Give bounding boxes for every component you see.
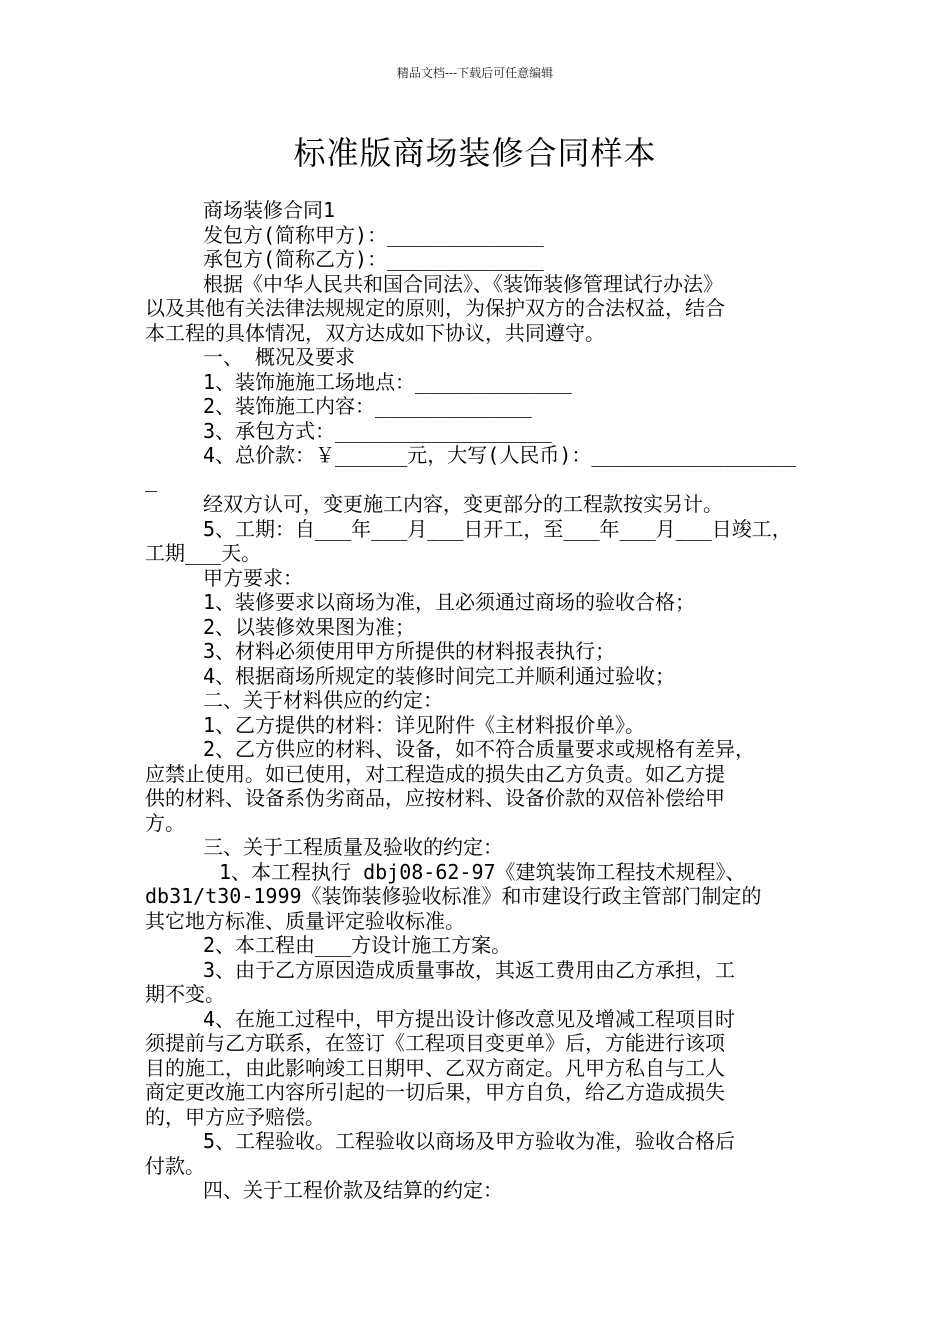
text-line: 1、装饰施施工场地点：_____________: [203, 369, 572, 394]
text-line: 1、乙方提供的材料：详见附件《主材料报价单》。: [203, 712, 646, 737]
text-line: 二、关于材料供应的约定：: [203, 688, 443, 712]
text-line: 工期___天。: [145, 541, 262, 565]
text-line: 3、承包方式：__________________: [203, 418, 552, 443]
text-line: 的，甲方应予赔偿。: [145, 1104, 325, 1129]
text-line: 应禁止使用。如已使用，对工程造成的损失由乙方负责。如乙方提: [145, 761, 725, 786]
text-line: 其它地方标准、质量评定验收标准。: [145, 908, 465, 933]
text-line: 四、关于工程价款及结算的约定：: [203, 1178, 503, 1202]
text-line: 本工程的具体情况，双方达成如下协议，共同遵守。: [145, 320, 605, 345]
text-line: 目的施工，由此影响竣工日期甲、乙双方商定。凡甲方私自与工人: [145, 1055, 725, 1080]
text-line: 须提前与乙方联系，在签订《工程项目变更单》后，方能进行该项: [145, 1031, 725, 1055]
text-line: 2、乙方供应的材料、设备，如不符合质量要求或规格有差异，: [203, 737, 756, 761]
text-line: db31/t30-1999《装饰装修验收标准》和市建设行政主管部门制定的: [145, 884, 762, 908]
text-line: 商定更改施工内容所引起的一切后果，甲方自负，给乙方造成损失: [145, 1080, 725, 1104]
text-line: 三、关于工程质量及验收的约定：: [203, 835, 503, 859]
text-line: 2、本工程由___方设计施工方案。: [203, 933, 512, 957]
text-line: 2、装饰施工内容：_____________: [203, 394, 532, 418]
text-line: 方。: [145, 810, 185, 835]
text-line: 2、以装修效果图为准；: [203, 614, 416, 639]
text-line: 4、在施工过程中，甲方提出设计修改意见及增减工程项目时: [203, 1006, 736, 1031]
text-line: 付款。: [145, 1153, 205, 1178]
text-line: 一、 概况及要求: [203, 345, 356, 369]
text-line: 4、根据商场所规定的装修时间完工并顺利通过验收；: [203, 663, 676, 688]
text-line: 甲方要求：: [203, 565, 303, 590]
text-line: 3、材料必须使用甲方所提供的材料报表执行；: [203, 639, 616, 663]
text-line: 以及其他有关法律法规规定的原则，为保护双方的合法权益，结合: [145, 296, 725, 320]
text-line: 5、工程验收。工程验收以商场及甲方验收为准，验收合格后: [203, 1129, 736, 1153]
text-line: 发包方(简称甲方)：_____________: [203, 222, 544, 247]
text-line: 根据《中华人民共和国合同法》、《装饰装修管理试行办法》: [203, 271, 723, 296]
text-line: 经双方认可，变更施工内容，变更部分的工程款按实另计。: [203, 492, 723, 516]
document-body: [145, 198, 810, 1203]
text-line: 4、总价款：￥______元，大写(人民币)：_________________: [203, 443, 797, 467]
text-line: 承包方(简称乙方)：_____________: [203, 247, 544, 271]
text-line: 商场装修合同1: [203, 198, 336, 222]
text-line: 供的材料、设备系伪劣商品，应按材料、设备价款的双倍补偿给甲: [145, 786, 725, 810]
text-line: 1、装修要求以商场为准，且必须通过商场的验收合格；: [203, 590, 696, 614]
document-title: 标准版商场装修合同样本: [293, 134, 657, 172]
page-header: 精品文档---下载后可任意编辑: [396, 66, 554, 80]
text-line: _: [145, 467, 158, 492]
text-line: 期不变。: [145, 982, 225, 1006]
text-line: 5、工期：自___年___月___日开工，至___年___月___日竣工，: [203, 516, 792, 541]
text-line: 3、由于乙方原因造成质量事故，其返工费用由乙方承担，工: [203, 957, 736, 982]
text-line: 1、本工程执行 dbj08-62-97《建筑装饰工程技术规程》、: [219, 859, 746, 884]
